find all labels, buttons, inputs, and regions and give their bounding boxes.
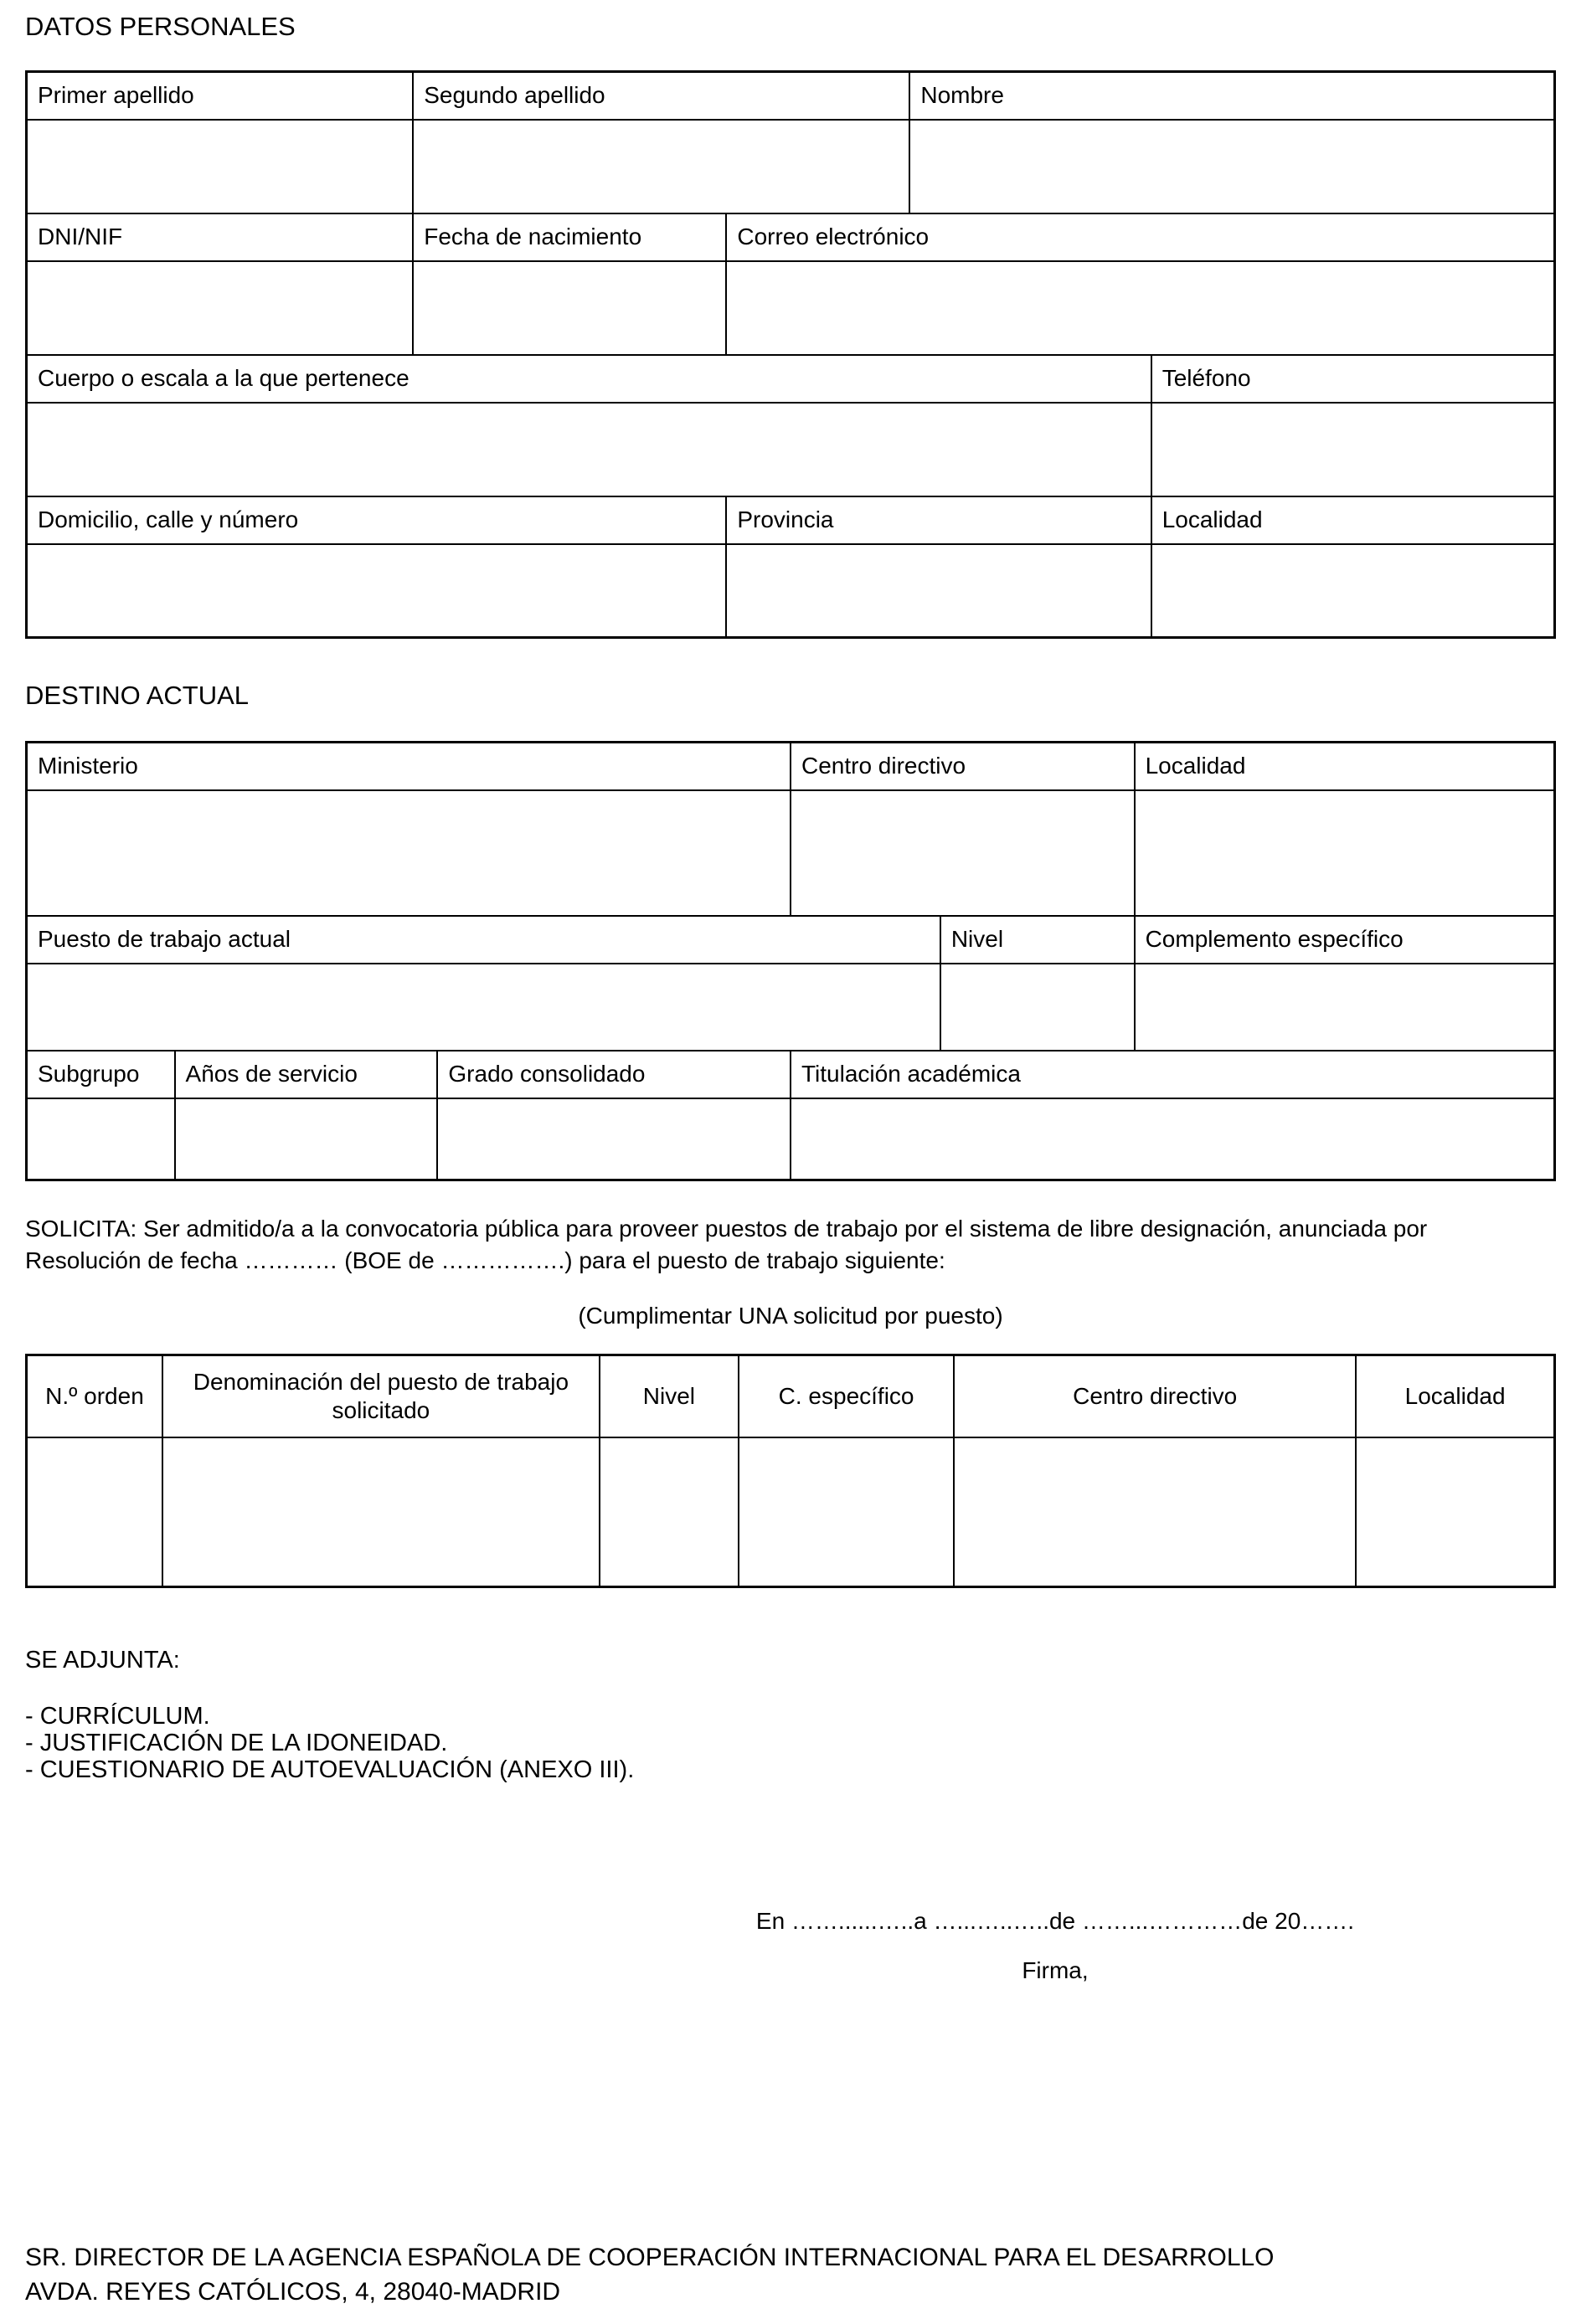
field-input-complemento[interactable] [1135,964,1555,1051]
field-input-num-orden[interactable] [27,1437,162,1587]
se-adjunta-list [25,1704,1556,1783]
puesto-solicitado-table [25,1354,1556,1588]
table-row [27,1098,1555,1180]
field-label-correo-electronico: Correo electrónico [726,213,1554,261]
field-label-destino-localidad: Localidad [1135,743,1555,790]
field-input-domicilio[interactable] [27,544,727,638]
table-row [27,72,1555,120]
table-row [27,743,1555,790]
field-input-centro-directivo[interactable] [791,790,1135,916]
field-input-puesto-centro-directivo[interactable] [954,1437,1356,1587]
field-input-titulacion[interactable] [791,1098,1555,1180]
table-row [27,261,1555,355]
field-input-segundo-apellido[interactable] [413,120,909,213]
column-header-num-orden: N.º orden [27,1355,162,1437]
field-label-nivel: Nivel [940,916,1135,964]
table-row [27,355,1555,403]
destino-actual-title: DESTINO ACTUAL [25,681,249,710]
field-label-puesto-actual: Puesto de trabajo actual [27,916,940,964]
column-header-c-especifico: C. específico [739,1355,954,1437]
destino-actual-table [25,741,1556,1181]
field-input-denominacion[interactable] [162,1437,600,1587]
table-row [27,496,1555,544]
solicita-paragraph [25,1213,1556,1277]
signature-block [528,1907,1571,1985]
field-label-localidad: Localidad [1151,496,1555,544]
field-label-titulacion: Titulación académica [791,1051,1555,1098]
table-row [27,213,1555,261]
list-item: - CUESTIONARIO DE AUTOEVALUACIÓN (ANEXO III). [25,1756,635,1783]
field-input-subgrupo[interactable] [27,1098,175,1180]
field-label-subgrupo: Subgrupo [27,1051,175,1098]
field-input-correo-electronico[interactable] [726,261,1554,355]
field-label-provincia: Provincia [726,496,1151,544]
field-input-fecha-nacimiento[interactable] [413,261,726,355]
table-row [27,1437,1555,1587]
field-label-complemento: Complemento específico [1135,916,1555,964]
list-item: - CURRÍCULUM. [25,1703,210,1730]
field-input-anos-servicio[interactable] [175,1098,438,1180]
field-input-cuerpo-escala[interactable] [27,403,1151,496]
column-header-denominacion: Denominación del puesto de trabajo solicitado [162,1355,600,1437]
field-label-ministerio: Ministerio [27,743,791,790]
field-input-grado-consolidado[interactable] [437,1098,791,1180]
table-row [27,1051,1555,1098]
field-input-telefono[interactable] [1151,403,1555,496]
field-label-anos-servicio: Años de servicio [175,1051,438,1098]
field-label-grado-consolidado: Grado consolidado [437,1051,791,1098]
column-header-localidad: Localidad [1356,1355,1554,1437]
addressee-line-1: SR. DIRECTOR DE LA AGENCIA ESPAÑOLA DE COOPERACIÓN INTERNACIONAL PARA EL DESARROLLO [25,2244,1275,2271]
solicita-line-2: Resolución de fecha ………… (BOE de …………….) para el puesto de trabajo siguiente: [25,1247,945,1273]
field-label-domicilio: Domicilio, calle y número [27,496,727,544]
field-input-puesto-localidad[interactable] [1356,1437,1554,1587]
field-input-dni-nif[interactable] [27,261,414,355]
column-header-nivel: Nivel [600,1355,739,1437]
table-row [27,964,1555,1051]
cumplimentar-note: (Cumplimentar UNA solicitud por puesto) [578,1303,1003,1329]
field-label-cuerpo-escala: Cuerpo o escala a la que pertenece [27,355,1151,403]
table-header-row [27,1355,1555,1437]
table-row [27,403,1555,496]
field-label-centro-directivo: Centro directivo [791,743,1135,790]
field-input-c-especifico[interactable] [739,1437,954,1587]
list-item: - JUSTIFICACIÓN DE LA IDONEIDAD. [25,1730,448,1756]
field-label-segundo-apellido: Segundo apellido [413,72,909,120]
field-input-localidad[interactable] [1151,544,1555,638]
field-input-nombre[interactable] [909,120,1554,213]
addressee-line-2: AVDA. REYES CATÓLICOS, 4, 28040-MADRID [25,2278,561,2306]
se-adjunta-title: SE ADJUNTA: [25,1647,180,1674]
table-row [27,916,1555,964]
column-header-centro-directivo: Centro directivo [954,1355,1356,1437]
field-input-provincia[interactable] [726,544,1151,638]
field-label-telefono: Teléfono [1151,355,1555,403]
table-row [27,120,1555,213]
firma-label: Firma, [1022,1957,1089,1983]
solicita-line-1: SOLICITA: Ser admitido/a a la convocatoria pública para proveer puestos de trabajo por el sistema de libre designación, anunciada por [25,1216,1428,1242]
field-input-ministerio[interactable] [27,790,791,916]
field-label-dni-nif: DNI/NIF [27,213,414,261]
field-input-puesto-actual[interactable] [27,964,940,1051]
field-input-nivel[interactable] [940,964,1135,1051]
table-row [27,544,1555,638]
field-input-primer-apellido[interactable] [27,120,414,213]
datos-personales-table [25,70,1556,639]
field-input-destino-localidad[interactable] [1135,790,1555,916]
field-input-puesto-nivel[interactable] [600,1437,739,1587]
datos-personales-title: DATOS PERSONALES [25,12,296,41]
field-label-nombre: Nombre [909,72,1554,120]
table-row [27,790,1555,916]
fecha-fill-line: En ……......…..a …...…..…..de ……...…………de 20……. [755,1908,1355,1934]
addressee-block [25,2240,1275,2309]
field-label-primer-apellido: Primer apellido [27,72,414,120]
field-label-fecha-nacimiento: Fecha de nacimiento [413,213,726,261]
